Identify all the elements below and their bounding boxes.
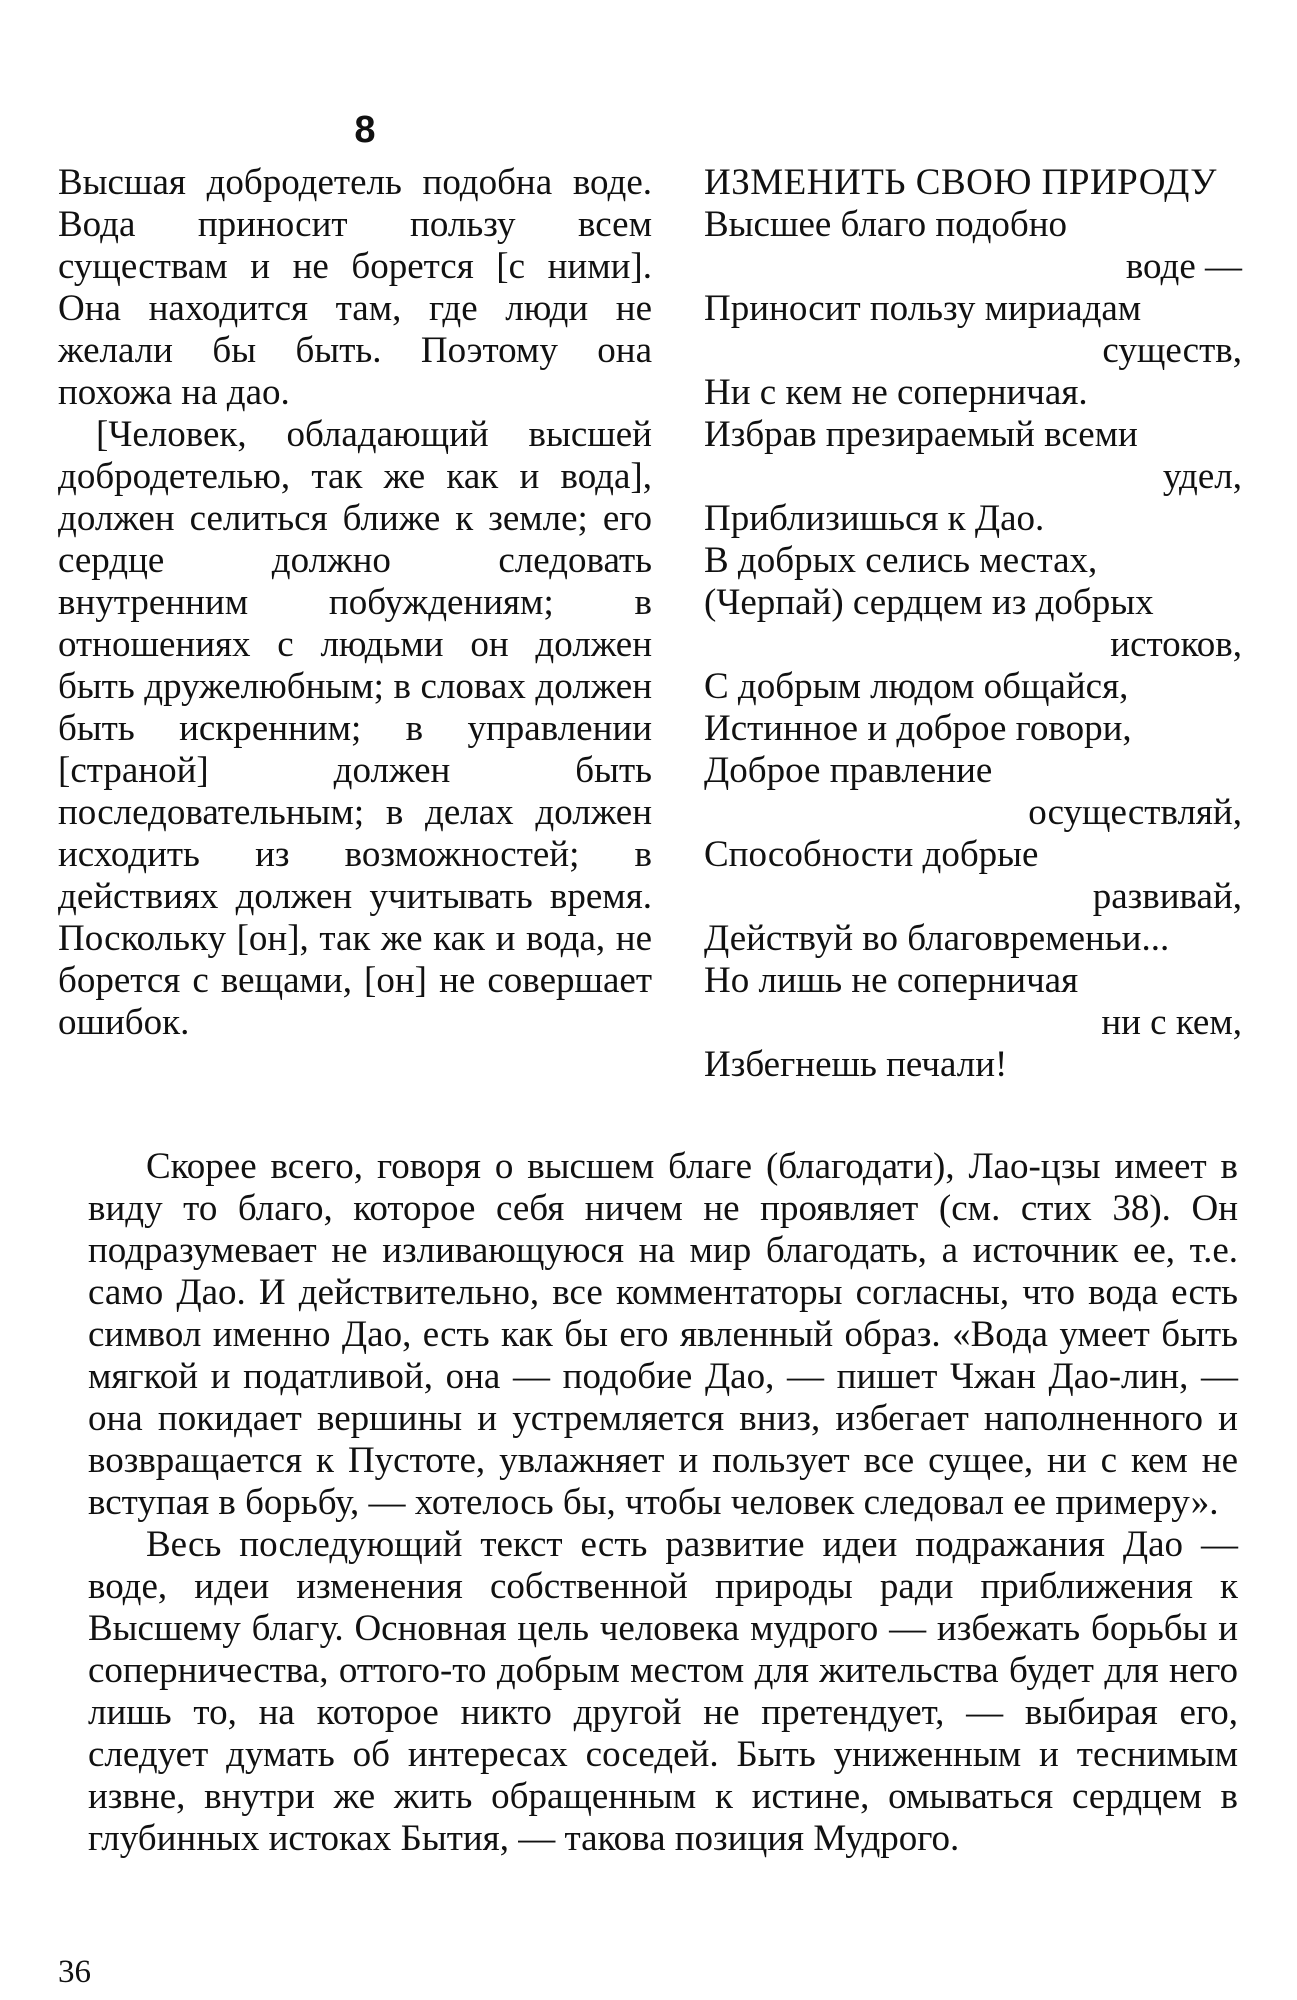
poem-line-text: Но лишь не соперничая: [704, 960, 1079, 1001]
commentary-paragraph: Скорее всего, говоря о высшем благе (благодати), Лао-цзы имеет в виду то благо, которое себя ничем не проявляет (см. стих 38). Он подразумевает не изливающуюся на мир благодать, а источник ее, т.е. само Дао. И действительно, все комментаторы согласны, что вода есть символ именно Дао, есть как бы его явленный образ. «Вода умеет быть мягкой и податливой, она — подобие Дао, — пишет Чжан Дао-лин, — она покидает вершины и устремляется вниз, избегает наполненного и возвращается к Пустоте, увлажняет и пользует все сущее, ни с кем не вступая в борьбу, — хотелось бы, чтобы человек следовал ее примеру».: [88, 1146, 1238, 1523]
poem-line: [704, 288, 1242, 372]
poem-line-text: В добрых селись местах,: [704, 540, 1098, 581]
poem-line-continuation: воде —: [1125, 246, 1242, 287]
poem-line-text: Избрав презираемый всеми: [704, 414, 1138, 455]
poem-line-continuation: развивай,: [1092, 876, 1242, 917]
poetic-translation: [704, 162, 1242, 1086]
poem-line: [704, 834, 1242, 918]
poem-line: [704, 414, 1242, 498]
poem-line-text: Доброе правление: [704, 750, 993, 791]
poem-line: [704, 582, 1242, 666]
poem-line-text: Избегнешь печали!: [704, 1044, 1008, 1085]
poem-line-text: Ни с кем не соперничая.: [704, 372, 1088, 413]
poem-title: ИЗМЕНИТЬ СВОЮ ПРИРОДУ: [704, 162, 1217, 203]
prose-translation: [58, 162, 652, 1044]
chapter-number: 8: [354, 109, 376, 151]
prose-paragraph: [Человек, обладающий высшей добродетелью, так же как и вода], должен селиться ближе к земле; его сердце должно следовать внутренним побуждениям; в отношениях с людьми он должен быть дружелюбным; в словах должен быть искренним; в управлении [страной] должен быть последовательным; в делах должен исходить из возможностей; в действиях должен учитывать время. Поскольку [он], так же как и вода, не борется с вещами, [он] не совершает ошибок.: [58, 414, 652, 1043]
poem-line-text: Действуй во благовременьи...: [704, 918, 1170, 959]
poem-line-continuation: удел,: [1162, 456, 1242, 497]
poem-line-text: Приблизишься к Дао.: [704, 498, 1045, 539]
page-number: 36: [58, 1954, 91, 1990]
poem-line-text: Способности добрые: [704, 834, 1039, 875]
commentary: [88, 1146, 1238, 1860]
poem-line: [704, 666, 1242, 708]
poem-line: [704, 372, 1242, 414]
poem-line: [704, 1044, 1242, 1086]
poem-line-continuation: ни с кем,: [1101, 1002, 1242, 1043]
poem-line-text: Высшее благо подобно: [704, 204, 1068, 245]
poem-line: [704, 708, 1242, 750]
prose-paragraph: Высшая добродетель подобна воде. Вода приносит пользу всем существам и не борется [с ними]. Она находится там, где люди не желали бы быть. Поэтому она похожа на дао.: [58, 162, 652, 413]
poem-line-continuation: истоков,: [1110, 624, 1242, 665]
poem-line-continuation: существ,: [1102, 330, 1242, 371]
poem-verse: [704, 204, 1242, 1086]
poem-line: [704, 540, 1242, 582]
poem-line-text: Истинное и доброе говори,: [704, 708, 1132, 749]
poem-line-text: (Черпай) сердцем из добрых: [704, 582, 1154, 623]
poem-line: [704, 918, 1242, 960]
commentary-paragraph: Весь последующий текст есть развитие идеи подражания Дао — воде, идеи изменения собственной природы ради приближения к Высшему благу. Основная цель человека мудрого — избежать борьбы и соперничества, оттого-то добрым местом для жительства будет для него лишь то, на которое никто другой не претендует, — выбирая его, следует думать об интересах соседей. Быть униженным и теснимым извне, внутри же жить обращенным к истине, омываться сердцем в глубинных истоках Бытия, — такова позиция Мудрого.: [88, 1524, 1238, 1859]
poem-line: [704, 960, 1242, 1044]
poem-line-text: Приносит пользу мириадам: [704, 288, 1142, 329]
poem-line: [704, 750, 1242, 834]
poem-line-text: С добрым людом общайся,: [704, 666, 1129, 707]
poem-line-continuation: осуществляй,: [1028, 792, 1242, 833]
poem-line: [704, 204, 1242, 288]
poem-line: [704, 498, 1242, 540]
